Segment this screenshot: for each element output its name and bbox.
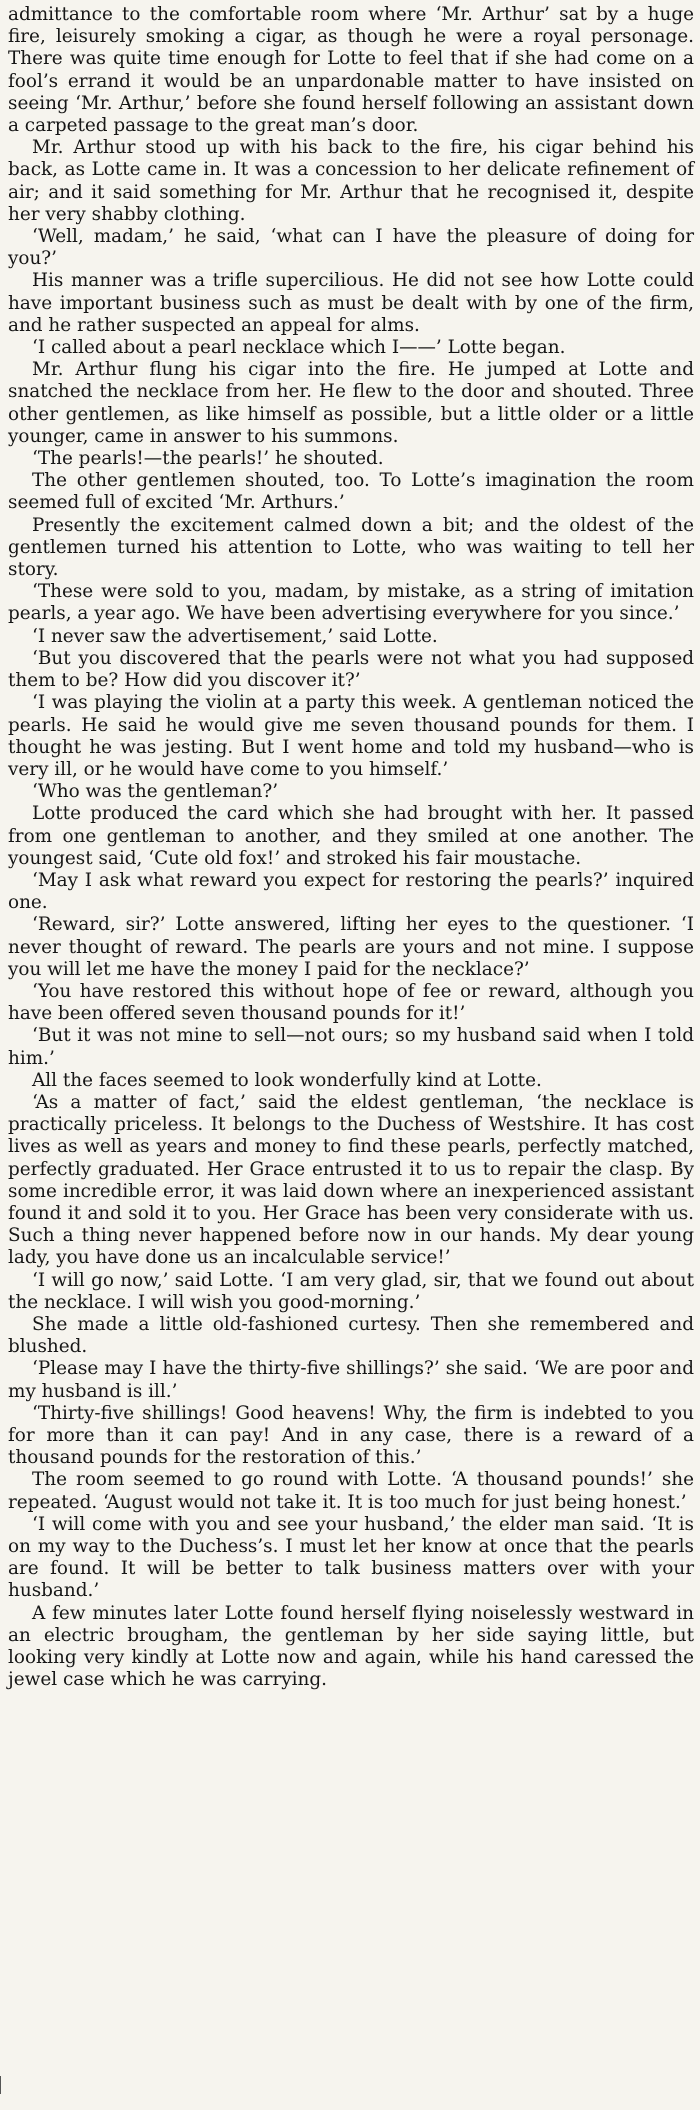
paragraph: ‘I was playing the violin at a party this week. A gentleman noticed the pearls. He said he would give me seven thousand pounds for them. I thought he was jesting. But I went home and told my husband—who is very ill, or he would have come to you himself.’ xyxy=(8,692,694,780)
paragraph: ‘But you discovered that the pearls were not what you had supposed them to be? How did you discover it?’ xyxy=(8,647,694,692)
paragraph: A few minutes later Lotte found herself flying noiselessly westward in an electric brougham, the gentleman by her side saying little, but looking very kindly at Lotte now and again, while his hand caressed the jewel case which he was carrying. xyxy=(8,1602,694,1691)
paragraph: She made a little old-fashioned curtesy. Then she remembered and blushed. xyxy=(8,1313,694,1358)
paragraph: admittance to the comfortable room where ‘Mr. Arthur’ sat by a huge fire, leisurely smoking a cigar, as though he were a royal personage. There was quite time enough for Lotte to feel that if she had come on a fool’s errand it would be an unpardonable matter to have insisted on seeing ‘Mr. Arthur,’ before she found herself following an assistant down a carpeted passage to the great man’s door. xyxy=(8,4,694,137)
paragraph: ‘I called about a pearl necklace which I——’ Lotte began. xyxy=(32,337,566,359)
margin-mark xyxy=(0,2076,5,2094)
paragraph: His manner was a trifle supercilious. He did not see how Lotte could have important business such as must be dealt with by one of the firm, and he rather suspected an appeal for alms. xyxy=(8,270,694,336)
paragraph: ‘The pearls!—the pearls!’ he shouted. xyxy=(32,448,384,470)
paragraph: Lotte produced the card which she had brought with her. It passed from one gentleman to another, and they smiled at one another. The youngest said, ‘Cute old fox!’ and stroked his fair moustache. xyxy=(8,803,694,869)
paragraph: ‘I will come with you and see your husband,’ the elder man said. ‘It is on my way to the Duchess’s. I must let her know at once that the pearls are found. It will be better to talk business matters over with your husband.’ xyxy=(8,1513,694,1602)
paragraph: ‘But it was not mine to sell—not ours; so my husband said when I told him.’ xyxy=(8,1025,694,1069)
paragraph: ‘I never saw the advertisement,’ said Lotte. xyxy=(32,625,438,647)
paragraph: All the faces seemed to look wonderfully kind at Lotte. xyxy=(32,1069,542,1091)
paragraph: ‘As a matter of fact,’ said the eldest gentleman, ‘the necklace is practically priceless. It belongs to the Duchess of Westshire. It has cost lives as well as years and money to find these pearls, perfectly matched, perfectly graduated. Her Grace entrusted it to us to repair the clasp. By some incredible error, it was laid down where an inexperienced assistant found it and sold it to you. Her Grace has been very considerate with us. Such a thing never happened before now in our hands. My dear young lady, you have done us an incalculable service!’ xyxy=(8,1091,694,1269)
paragraph: ‘These were sold to you, madam, by mistake, as a string of imitation pearls, a year ago. We have been advertising everywhere for you since.’ xyxy=(8,581,694,625)
paragraph: The other gentlemen shouted, too. To Lotte’s imagination the room seemed full of excited ‘Mr. Arthurs.’ xyxy=(8,470,694,514)
paragraph: ‘Well, madam,’ he said, ‘what can I have the pleasure of doing for you?’ xyxy=(8,226,694,270)
paragraph: The room seemed to go round with Lotte. ‘A thousand pounds!’ she repeated. ‘August would not take it. It is too much for just being honest.’ xyxy=(8,1469,694,1513)
paragraph: ‘Thirty-five shillings! Good heavens! Why, the firm is indebted to you for more than it can pay! And in any case, there is a reward of a thousand pounds for the restoration of this.’ xyxy=(8,1402,694,1469)
paragraph: ‘Who was the gentleman?’ xyxy=(32,781,279,803)
paragraph: ‘You have restored this without hope of fee or reward, although you have been offered seven thousand pounds for it!’ xyxy=(8,980,694,1025)
paragraph: Mr. Arthur flung his cigar into the fire. He jumped at Lotte and snatched the necklace from her. He flew to the door and shouted. Three other gentlemen, as like himself as possible, but a little older or a little younger, came in answer to his summons. xyxy=(8,359,694,447)
paragraph: Presently the excitement calmed down a bit; and the oldest of the gentlemen turned his attention to Lotte, who was waiting to tell her story. xyxy=(8,514,694,581)
paragraph: ‘May I ask what reward you expect for restoring the pearls?’ inquired one. xyxy=(8,869,694,914)
paragraph: ‘Please may I have the thirty-five shillings?’ she said. ‘We are poor and my husband is ill.’ xyxy=(8,1358,694,1402)
paragraph: ‘I will go now,’ said Lotte. ‘I am very glad, sir, that we found out about the necklace. I will wish you good-morning.’ xyxy=(8,1269,694,1313)
paragraph: Mr. Arthur stood up with his back to the fire, his cigar behind his back, as Lotte came in. It was a concession to her delicate refinement of air; and it said something for Mr. Arthur that he recognised it, despite her very shabby clothing. xyxy=(8,137,694,225)
paragraph: ‘Reward, sir?’ Lotte answered, lifting her eyes to the questioner. ‘I never thought of reward. The pearls are yours and not mine. I suppose you will let me have the money I paid for the necklace?’ xyxy=(8,914,694,980)
